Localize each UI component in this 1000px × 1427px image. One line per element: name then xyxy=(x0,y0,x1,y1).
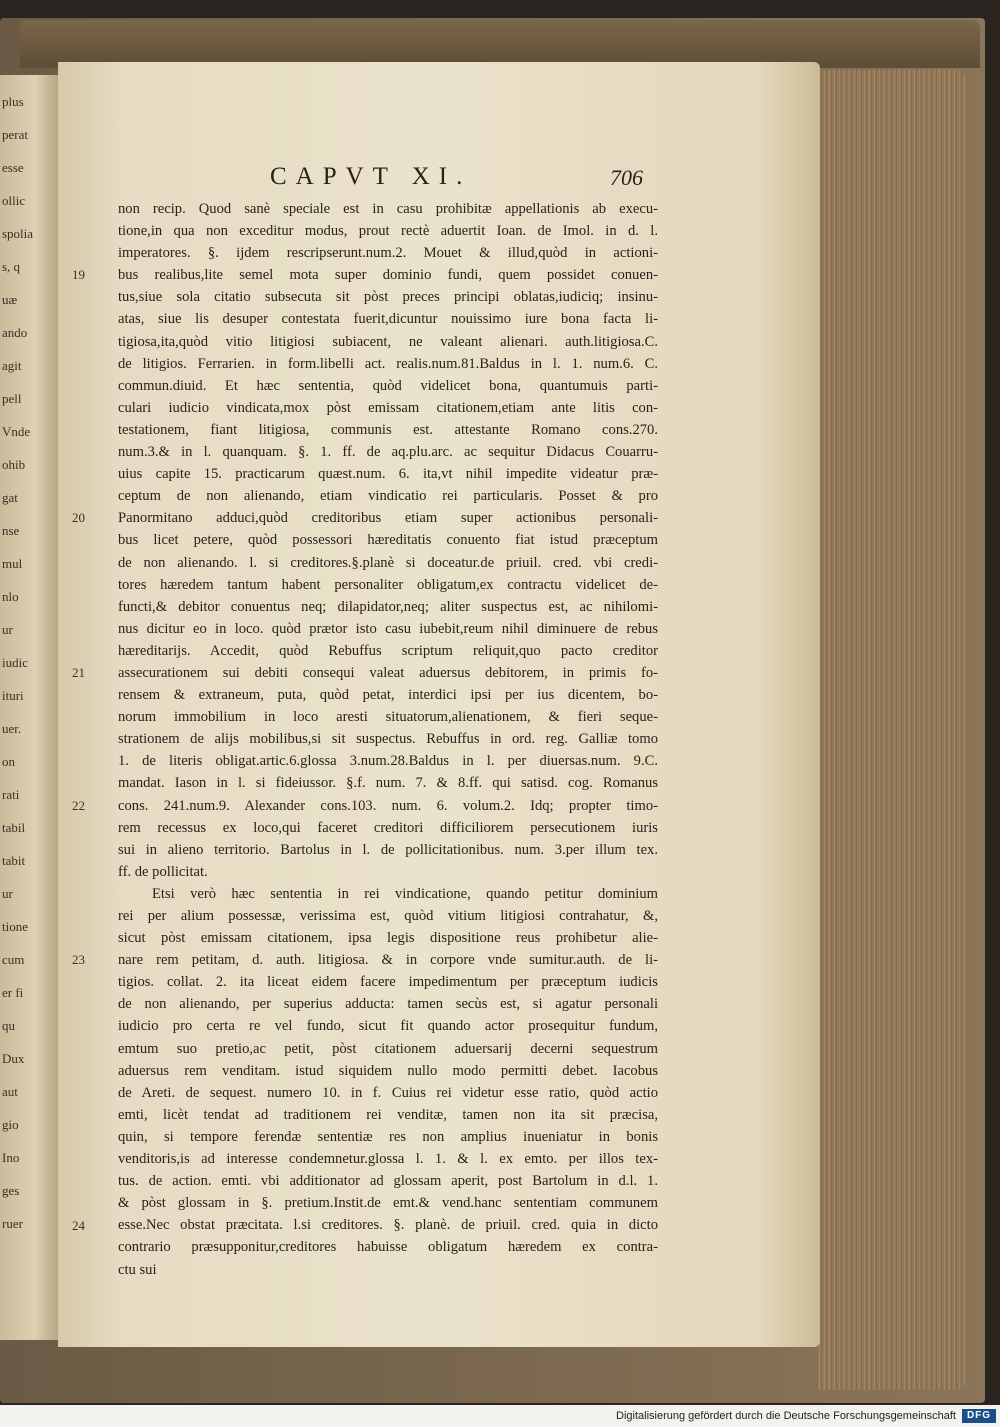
text-line: ff. de pollicitat. xyxy=(118,863,208,880)
left-page-fragment: rati xyxy=(2,787,20,802)
left-page-edge xyxy=(0,75,58,1340)
margin-note-number: 24 xyxy=(72,1217,85,1233)
text-line: commun.diuid. Et hæc sententia, quòd videlicet bona, quantumuis parti- xyxy=(118,377,658,394)
text-line: de non alienando, per superius adducta: tamen secùs est, si agatur personali xyxy=(118,996,658,1013)
text-line: hæreditarijs. Accedit, quòd Rebuffus scriptum reliquit,quo pacto creditor xyxy=(118,642,658,659)
text-line: functi,& debitor conuentus neq; dilapidator,neq; aliter suspectus est, ac nihilomi- xyxy=(118,598,658,615)
left-page-fragment: esse xyxy=(2,160,24,175)
left-page-fragment: nlo xyxy=(2,589,19,604)
left-page-fragment: aut xyxy=(2,1084,18,1099)
left-page-fragment: nse xyxy=(2,523,20,538)
left-page-fragment: iudic xyxy=(2,655,28,670)
left-page-fragment: on xyxy=(2,754,15,769)
funding-notice: Digitalisierung gefördert durch die Deutsche Forschungsgemeinschaft xyxy=(616,1410,956,1422)
text-line: de non alienando. l. si creditores.§.planè si doceatur.de priuil. cred. vbi credi- xyxy=(118,554,658,571)
margin-note-number: 21 xyxy=(72,665,85,681)
left-page-fragment: gat xyxy=(2,490,18,505)
text-line: tus. de action. emti. vbi additionator ad glossam aperit, post Bartolum in d.l. 1. xyxy=(118,1173,658,1190)
text-line: quin, si tempore ferendæ sententiæ res non amplius inueniatur in bonis xyxy=(118,1128,658,1145)
text-line: ceptum de non alienando, etiam vindicatio rei particularis. Posset & pro xyxy=(118,488,658,505)
left-page-fragment: tabit xyxy=(2,853,26,868)
left-page-fragment: Dux xyxy=(2,1051,25,1066)
dfg-logo: DFG xyxy=(962,1409,996,1423)
left-page-fragment: gio xyxy=(2,1117,19,1132)
left-page-fragment: uæ xyxy=(2,292,18,307)
text-line: nus dicitur eo in loco. quòd prætor isto casu iubebit,reum nihil diminuere de rebus xyxy=(118,620,658,637)
text-line: culari iudicio vindicata,mox pòst emissam citationem,etiam ante litis con- xyxy=(118,399,658,416)
text-line: norum immobilium in loco aresti situatorum,alienationem, & fieri seque- xyxy=(118,709,658,726)
text-line: num.3.& in l. quanquam. §. 1. ff. de aq.plu.arc. ac sequitur Didacus Couarru- xyxy=(118,444,658,461)
text-line: ctu sui xyxy=(118,1261,157,1278)
left-page-fragment: qu xyxy=(2,1018,15,1033)
left-page-fragment: pell xyxy=(2,391,22,406)
page-number: 706 xyxy=(610,165,643,190)
left-page-fragment: perat xyxy=(2,127,28,142)
margin-note-number: 20 xyxy=(72,510,85,526)
text-line: contrario præsupponitur,creditores habuisse obligatum hæredem ex contra- xyxy=(118,1239,658,1256)
text-line: sicut pòst emissam citationem, ipsa legis dispositione reus prohibetur alie- xyxy=(118,930,658,947)
text-line: Etsi verò hæc sententia in rei vindicatione, quando petitur dominium xyxy=(152,885,658,902)
text-line: testationem, fiant litigiosa, communis est. attestante Romano cons.270. xyxy=(118,421,658,438)
left-page-fragment: agit xyxy=(2,358,22,373)
left-page-fragment: ur xyxy=(2,886,13,901)
text-line: sui in alieno territorio. Bartolus in l. de pollicitationibus. num. 3.per illum tex. xyxy=(118,841,658,858)
text-line: rei per alium possessæ, verissima est, quòd vitium litigiosi contrahatur, &, xyxy=(118,908,658,924)
text-line: iudicio pro certa re vel fundo, sicut fit quando actor prosequitur fundum, xyxy=(118,1018,658,1035)
left-page-fragment: spolia xyxy=(2,226,34,241)
left-page-fragment: er fi xyxy=(2,985,24,1000)
text-line: venditoris,is ad interesse condemnetur.glossa l. 1. & l. ex emto. per illos tex- xyxy=(118,1151,658,1168)
left-page-fragment: tione xyxy=(2,919,28,934)
text-line: & pòst glossam in §. pretium.Instit.de emt.& vend.hanc sententiam communem xyxy=(118,1195,658,1212)
text-line: rensem & extraneum, puta, quòd petat, interdici ipsi per ius dicentem, bo- xyxy=(118,687,658,704)
text-line: uius capite 15. practicarum quæst.num. 6. ita,vt nihil impedite videatur præ- xyxy=(118,466,658,483)
left-page-fragment: s, q xyxy=(2,259,21,274)
text-line: de Areti. de sequest. numero 10. in f. Cuius rei videtur esse ratio, quòd actio xyxy=(118,1084,658,1101)
text-line: nare rem petitam, d. auth. litigiosa. & in corpore vnde sumitur.auth. de li- xyxy=(118,952,658,969)
text-line: mandat. Iason in l. si fideiussor. §.f. num. 7. & 8.ff. qui satisd. cog. Romanus xyxy=(118,775,658,792)
page-fore-edge xyxy=(818,70,966,1390)
left-page-fragment: Vnde xyxy=(2,424,31,439)
text-line: tione,in qua non exceditur modus, prout rectè aduertit Ioan. de Imol. in d. l. xyxy=(118,223,658,240)
text-line: de litigios. Ferrarien. in form.libelli act. realis.num.81.Baldus in l. 1. num.6. C. xyxy=(118,355,658,372)
left-page-fragment: ollic xyxy=(2,193,26,208)
margin-note-number: 22 xyxy=(72,797,85,813)
text-line: rem recessus ex loco,qui faceret creditori difficiliorem persecutionem iuris xyxy=(118,819,658,836)
left-page-fragment: ando xyxy=(2,325,28,340)
left-page-fragment: tabil xyxy=(2,820,26,835)
footer-bar xyxy=(0,1405,1000,1427)
text-line: non recip. Quod sanè speciale est in casu prohibitæ appellationis ab execu- xyxy=(118,201,658,217)
book-top-edge xyxy=(20,20,980,68)
text-line: atas, siue lis desuper contestata fuerit,dicuntur nouissimo iure bona facta li- xyxy=(118,311,658,328)
body-text xyxy=(72,198,658,1281)
margin-note-number: 19 xyxy=(72,267,85,283)
text-line: bus realibus,lite semel mota super dominio fundi, quem possidet conuen- xyxy=(118,267,658,284)
text-line: 1. de literis obligat.artic.6.glossa 3.num.28.Baldus in l. per diuersas.num. 9.C. xyxy=(118,753,658,770)
text-line: bus licet petere, quòd possessori hæreditatis conuento fiat istud præceptum xyxy=(118,532,658,549)
left-page-fragment: plus xyxy=(2,94,24,109)
text-line: emtum suo pretio,ac petit, pòst citationem aduersarij decerni sequestrum xyxy=(118,1040,658,1057)
text-line: tores hæredem tantum habent personaliter obligatum,ex contractu videlicet de- xyxy=(118,576,658,593)
text-line: tigios. collat. 2. ita liceat eidem facere impedimentum per præceptum iudicis xyxy=(118,974,658,991)
text-line: cons. 241.num.9. Alexander cons.103. num. 6. volum.2. Idq; propter timo- xyxy=(118,797,658,814)
text-line: imperatores. §. ijdem rescripserunt.num.2. Mouet & illud,quòd in actioni- xyxy=(118,245,658,262)
left-page-fragment: ges xyxy=(2,1183,20,1198)
text-line: strationem de alijs mobilibus,si sit suspectus. Rebuffus in ord. reg. Galliæ tomo xyxy=(118,731,658,748)
left-page-fragment: ituri xyxy=(2,688,24,703)
page-header xyxy=(270,163,670,197)
left-page-fragment: mul xyxy=(2,556,23,571)
text-line: aduersus rem venditam. istud siquidem nullo modo permitti debet. Iacobus xyxy=(118,1062,658,1079)
text-line: assecurationem sui debiti consequi valeat aduersus debitorem, in primis fo- xyxy=(118,664,658,681)
left-page-fragment: cum xyxy=(2,952,25,967)
text-line: emti, licèt tendat ad traditionem rei venditæ, tamen non ita sit præcisa, xyxy=(118,1106,658,1123)
left-page-fragment: Ino xyxy=(2,1150,20,1165)
text-line: Panormitano adduci,quòd creditoribus etiam super actionibus personali- xyxy=(118,510,658,527)
left-page-fragment: ruer xyxy=(2,1216,23,1231)
chapter-title: CAPVT XI. xyxy=(270,163,472,190)
text-line: tus,siue sola citatio subsecuta sit pòst preces principi oblatas,iudiciq; insinu- xyxy=(118,289,658,306)
margin-note-number: 23 xyxy=(72,952,85,968)
left-page-fragment: ohib xyxy=(2,457,26,472)
left-page-fragment: uer. xyxy=(2,721,22,736)
text-line: esse.Nec obstat præcitata. l.si creditores. §. planè. de priuil. cred. quia in dicto xyxy=(118,1217,658,1234)
left-page-fragment: ur xyxy=(2,622,13,637)
text-line: tigiosa,ita,quòd vitio litigiosi subiacent, ne valeant alienari. auth.litigiosa.C. xyxy=(118,333,658,350)
